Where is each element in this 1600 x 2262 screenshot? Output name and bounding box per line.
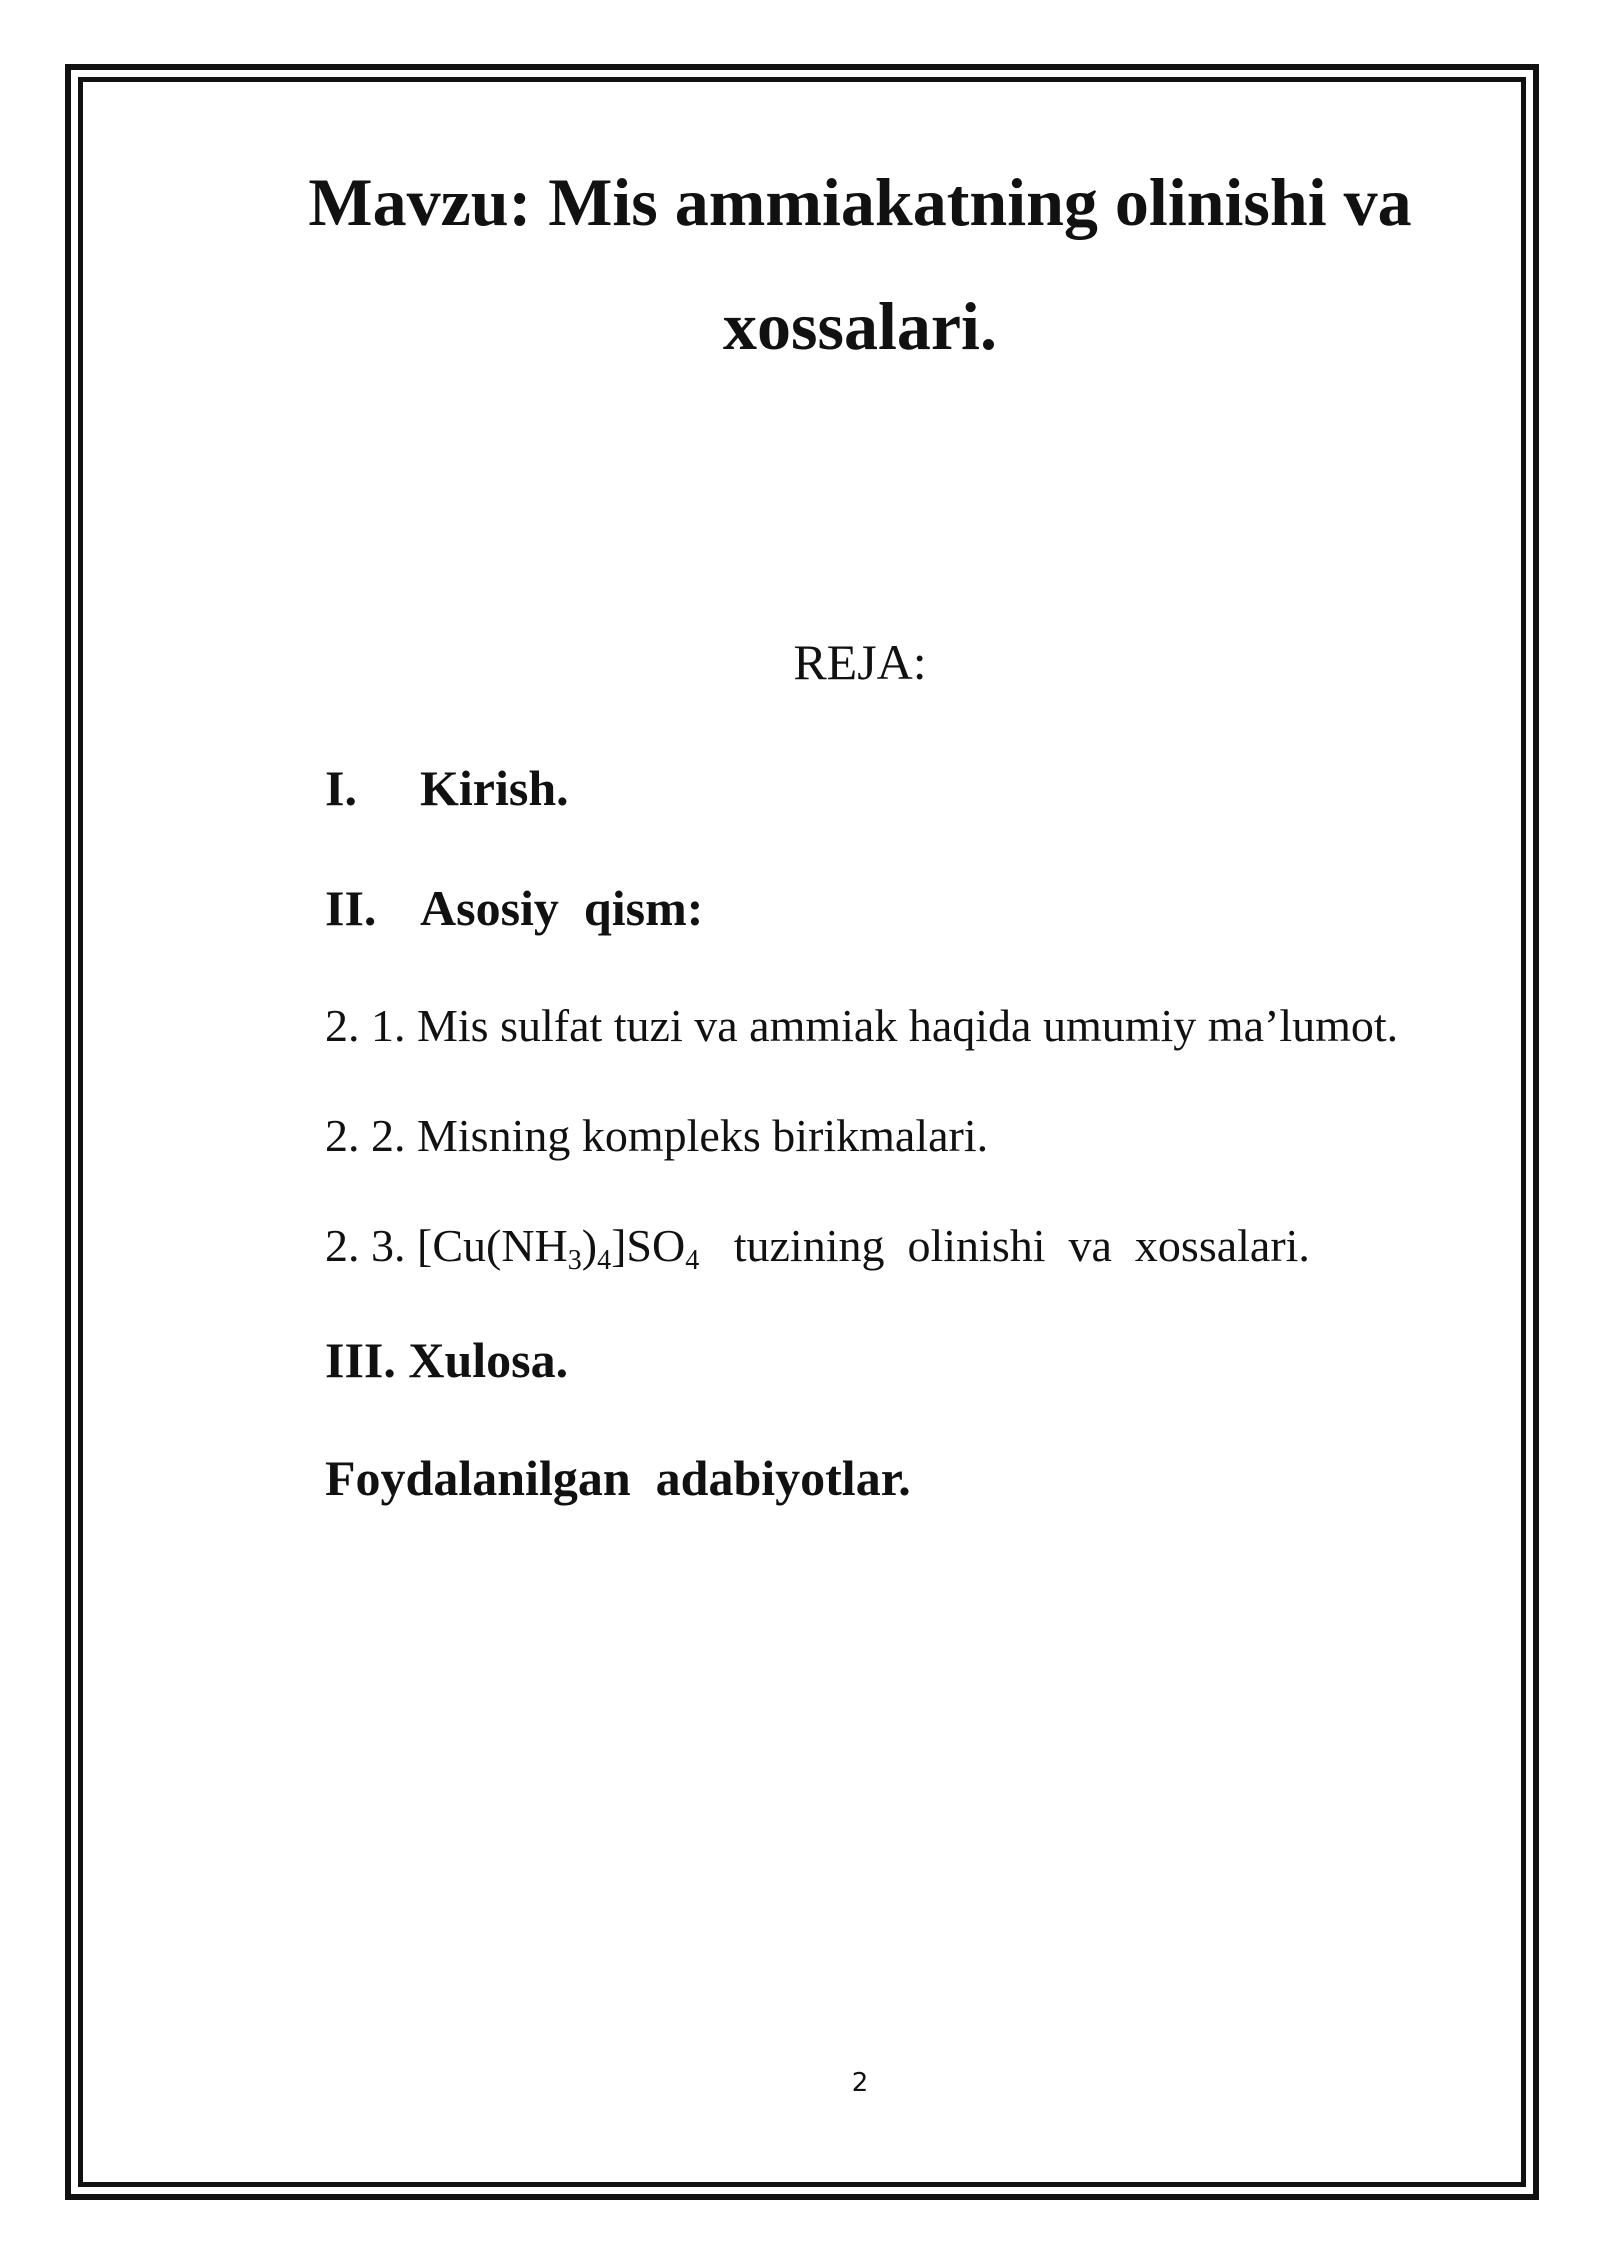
formula-part: ): [581, 1220, 598, 1271]
plan-item-conclusion: III. Xulosa.: [325, 1332, 569, 1388]
plan-item-introduction: [325, 758, 569, 818]
plan-item-references: Foydalanilgan adabiyotlar.: [325, 1450, 911, 1506]
plan-item-main-part: [325, 878, 703, 938]
subitem-text: tuzining olinishi va xossalari.: [699, 1220, 1310, 1271]
plan-subitem-2-3: [325, 1218, 1310, 1281]
plan-subitem-2-1: 2. 1. Mis sulfat tuzi va ammiak haqida umumiy ma’lumot.: [325, 1000, 1399, 1051]
plan-item-label: Asosiy qism:: [420, 880, 704, 936]
page-number: 2: [851, 2068, 869, 2098]
formula-subscript: 4: [685, 1245, 700, 1276]
plan-item-label: Kirish.: [420, 760, 569, 816]
plan-item-number: I.: [325, 760, 357, 816]
document-title: Mavzu: Mis ammiakatning olinishi va xossalari.: [308, 164, 1412, 364]
formula-part: ]SO: [611, 1220, 686, 1271]
formula-subscript: 4: [597, 1245, 612, 1276]
plan-item-number: II.: [325, 880, 377, 936]
formula-part: 2. 3. [Cu(NH: [325, 1220, 568, 1271]
plan-heading: REJA:: [793, 634, 927, 690]
plan-subitem-2-2: 2. 2. Misning kompleks birikmalari.: [325, 1110, 989, 1161]
formula-subscript: 3: [567, 1245, 582, 1276]
